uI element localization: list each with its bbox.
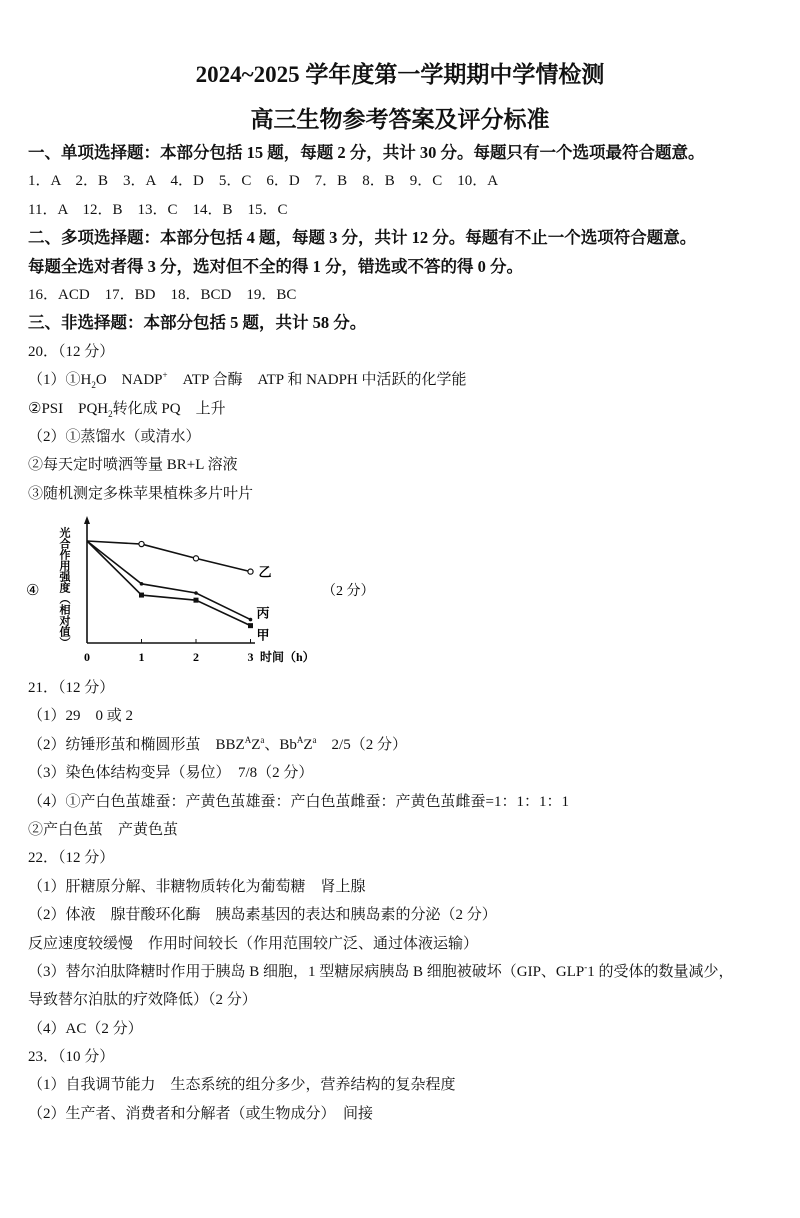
data-point: [249, 618, 253, 622]
data-point: [194, 598, 199, 603]
data-point: [248, 569, 253, 574]
text-segment: Z: [303, 736, 313, 753]
text-segment: 2/5（2 分）: [316, 736, 407, 753]
text-segment: ATP 合酶 ATP 和 NADPH 中活跃的化学能: [167, 372, 467, 389]
document-subtitle: 高三生物参考答案及评分标准: [250, 107, 550, 132]
text-segment: （2）纺锤形茧和椭圆形茧 BBZ: [28, 736, 245, 753]
answer-line: [28, 395, 788, 423]
text-segment: （1）29 0 或 2: [28, 708, 134, 725]
section-heading: [28, 139, 788, 167]
text-segment: a: [312, 734, 317, 745]
series-label: 丙: [256, 605, 270, 621]
text-segment: A: [296, 734, 304, 745]
answer-line: [28, 674, 788, 702]
text-segment: 1．A 2．B 3．A 4．D 5．C 6．D 7．B 8．B 9．C 10．A: [28, 173, 499, 190]
answers-block-2: [28, 674, 788, 1128]
text-segment: 二、多项选择题：本部分包括 4 题，每题 3 分，共计 12 分。每题有不止一个选项符合题意。: [28, 228, 697, 248]
data-point: [194, 591, 198, 595]
question-marker: ④: [26, 583, 40, 599]
answer-line: [28, 480, 788, 508]
text-segment: （2）体液 腺苷酸环化酶 胰岛素基因的表达和胰岛素的分泌（2 分）: [28, 907, 497, 924]
series-line-丙: [87, 541, 251, 620]
text-segment: 、Bb: [264, 736, 297, 753]
series-label: 甲: [256, 627, 270, 643]
text-segment: 2: [91, 380, 96, 391]
answer-line: [28, 1071, 788, 1099]
text-segment: （1）①H: [28, 372, 92, 389]
text-segment: 21．（12 分）: [28, 680, 115, 696]
answer-line: [28, 958, 788, 986]
text-segment: （4）①产白色茧雄蚕：产黄色茧雄蚕：产白色茧雌蚕：产黄色茧雌蚕=1：1：1：1: [28, 793, 569, 810]
text-segment: O NADP: [95, 372, 163, 389]
answer-line: [28, 702, 788, 730]
answer-line: [28, 731, 788, 759]
series-line-甲: [87, 541, 251, 626]
text-segment: -: [584, 961, 588, 972]
x-axis-label: 时间（h）: [260, 650, 315, 664]
answer-line: [28, 986, 788, 1014]
text-segment: 2: [108, 408, 113, 419]
x-tick-label: 3: [247, 650, 254, 664]
text-segment: ③随机测定多株苹果植株多片叶片: [28, 485, 254, 502]
text-segment: 三、非选择题：本部分包括 5 题，共计 58 分。: [28, 313, 367, 333]
text-segment: a: [260, 734, 265, 745]
data-point: [139, 593, 144, 598]
series-line-乙: [87, 541, 251, 572]
document-title: 2024~2025 学年度第一学期期中学情检测: [195, 62, 605, 87]
text-segment: ②产白色茧 产黄色茧: [28, 821, 179, 838]
section-heading: [28, 253, 788, 281]
answer-line: [28, 1100, 788, 1128]
data-point: [248, 623, 253, 628]
text-segment: （4）AC（2 分）: [28, 1020, 143, 1037]
text-segment: +: [162, 370, 168, 381]
text-segment: 一、单项选择题：本部分包括 15 题，每题 2 分，共计 30 分。每题只有一个选项最符合题意。: [28, 143, 705, 162]
x-tick-label: 0: [84, 650, 90, 664]
answers-block-1: [28, 139, 788, 508]
score-note: （2 分）: [322, 584, 375, 599]
text-segment: 每题全选对者得 3 分，选对但不全的得 1 分，错选或不答的得 0 分。: [28, 256, 523, 276]
text-segment: ②PSI PQH: [28, 400, 109, 417]
answer-line: [28, 196, 788, 224]
series-label: 乙: [258, 564, 272, 580]
text-segment: ②每天定时喷洒等量 BR+L 溶液: [28, 457, 238, 474]
text-segment: Z: [251, 736, 261, 753]
text-segment: 23．（10 分）: [28, 1049, 115, 1066]
answer-line: [28, 451, 788, 479]
answer-line: [28, 423, 788, 451]
answer-line: [28, 338, 788, 366]
answer-line: [28, 901, 788, 929]
text-segment: 20．（12 分）: [28, 343, 115, 360]
data-point: [140, 582, 144, 586]
y-axis-label: 光合作用强度（相对值）: [58, 527, 70, 648]
x-tick-label: 1: [138, 650, 145, 664]
text-segment: （3）染色体结构变异（易位） 7/8（2 分）: [28, 765, 314, 782]
text-segment: 1 的受体的数量减少，: [587, 963, 734, 980]
text-segment: 22．（12 分）: [28, 850, 115, 867]
text-segment: （2）①蒸馏水（或清水）: [28, 428, 201, 445]
photosynthesis-chart: [26, 515, 400, 675]
section-heading: [28, 309, 788, 337]
answer-line: [28, 281, 788, 309]
text-segment: （1）肝糖原分解、非糖物质转化为葡萄糖 肾上腺: [28, 878, 366, 895]
text-segment: 16．ACD 17．BD 18．BCD 19．BC: [28, 286, 297, 303]
y-axis-arrow: [84, 516, 90, 524]
text-segment: 导致替尔泊肽的疗效降低）（2 分）: [28, 992, 257, 1009]
answer-line: [28, 167, 788, 195]
text-segment: （2）生产者、消费者和分解者（或生物成分） 间接: [28, 1105, 374, 1122]
text-segment: 11．A 12．B 13．C 14．B 15．C: [28, 201, 288, 218]
text-segment: 转化成 PQ 上升: [112, 400, 226, 417]
section-heading: [28, 224, 788, 252]
answer-line: [28, 816, 788, 844]
text-segment: 反应速度较缓慢 作用时间较长（作用范围较广泛、通过体液运输）: [28, 935, 479, 952]
answer-line: [28, 366, 788, 394]
answer-line: [28, 759, 788, 787]
answer-line: [28, 1043, 788, 1071]
answer-line: [28, 930, 788, 958]
answer-line: [28, 844, 788, 872]
answer-line: [28, 1015, 788, 1043]
text-segment: A: [244, 734, 252, 745]
data-point: [193, 556, 198, 561]
x-tick-label: 2: [193, 650, 199, 664]
answer-line: [28, 788, 788, 816]
text-segment: （1）自我调节能力 生态系统的组分多少，营养结构的复杂程度: [28, 1077, 456, 1094]
data-point: [139, 541, 144, 546]
answer-line: [28, 873, 788, 901]
text-segment: （3）替尔泊肽降糖时作用于胰岛 B 细胞，1 型糖尿病胰岛 B 细胞被破坏（GIP、GLP: [28, 963, 585, 980]
